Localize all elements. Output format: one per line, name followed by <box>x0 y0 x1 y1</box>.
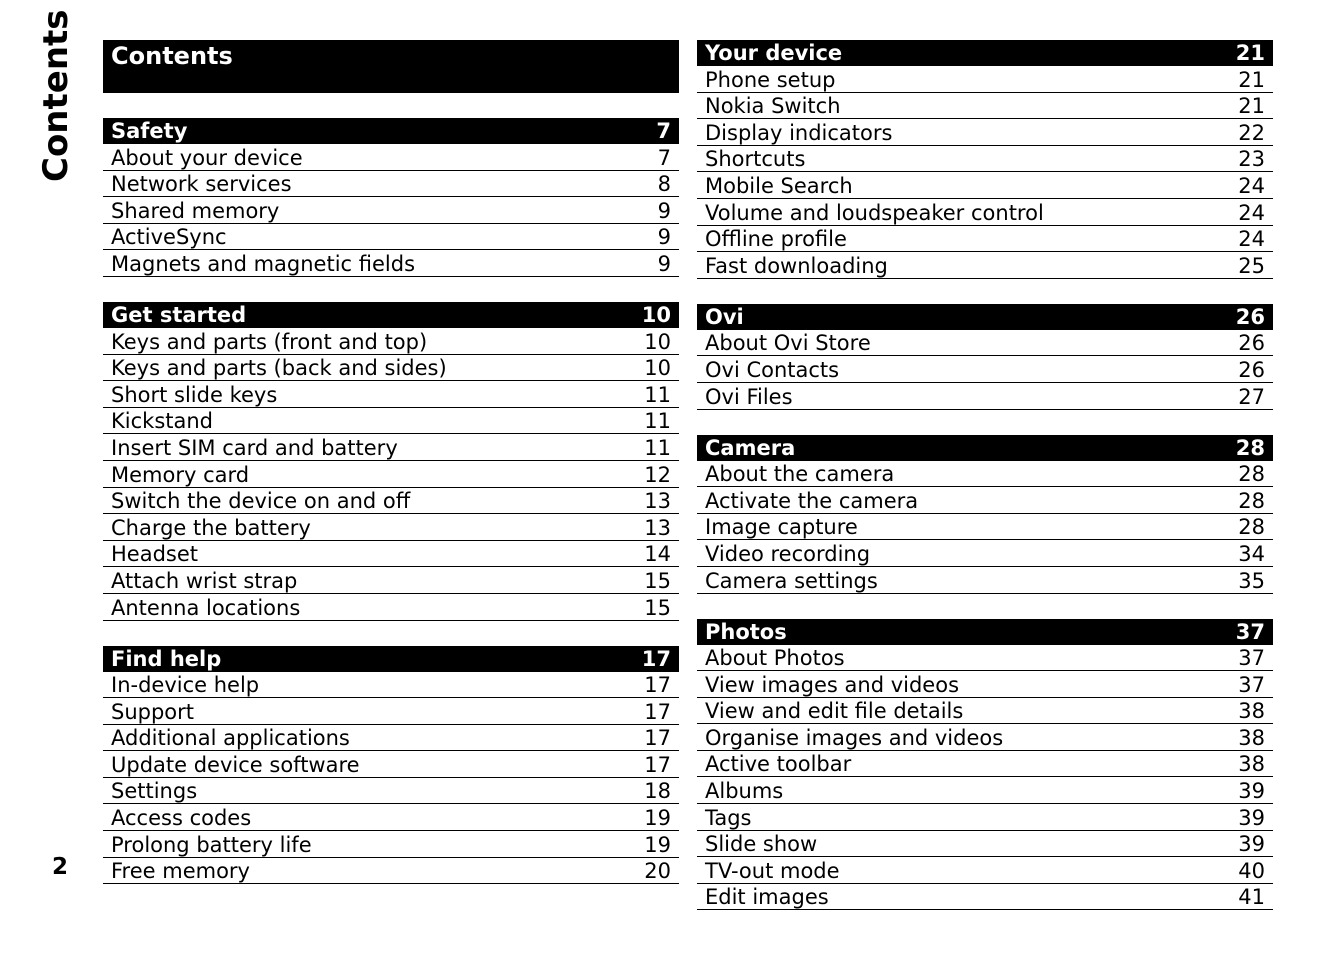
entry-title: Fast downloading <box>705 253 888 278</box>
entry-page: 25 <box>1238 253 1265 278</box>
section-header[interactable] <box>697 40 1273 66</box>
entry-page: 15 <box>644 568 671 593</box>
toc-entry[interactable] <box>697 724 1273 751</box>
entry-page: 12 <box>644 462 671 487</box>
entry-title: View images and videos <box>705 672 960 697</box>
toc-section <box>103 302 679 621</box>
toc-entry[interactable] <box>697 383 1273 410</box>
toc-entry[interactable] <box>103 328 679 355</box>
section-page: 28 <box>1235 435 1265 460</box>
toc-entry[interactable] <box>103 725 679 752</box>
toc-entry[interactable] <box>697 66 1273 93</box>
entry-page: 24 <box>1238 173 1265 198</box>
section-title: Camera <box>705 435 796 460</box>
entry-page: 13 <box>644 515 671 540</box>
entry-title: Activate the camera <box>705 488 919 513</box>
entry-title: View and edit file details <box>705 699 964 724</box>
entry-title: Slide show <box>705 832 818 857</box>
section-header[interactable] <box>103 118 679 144</box>
entry-title: Memory card <box>111 462 250 487</box>
toc-entry[interactable] <box>103 434 679 461</box>
entry-page: 27 <box>1238 384 1265 409</box>
toc-entry[interactable] <box>697 146 1273 173</box>
entry-title: Magnets and magnetic fields <box>111 251 416 276</box>
entry-page: 18 <box>644 779 671 804</box>
toc-entry[interactable] <box>103 408 679 435</box>
toc-entry[interactable] <box>697 645 1273 672</box>
entry-page: 15 <box>644 595 671 620</box>
toc-section <box>697 40 1273 279</box>
entry-title: Short slide keys <box>111 382 278 407</box>
entry-page: 38 <box>1238 725 1265 750</box>
entry-page: 20 <box>644 859 671 884</box>
toc-entry[interactable] <box>103 250 679 277</box>
section-page: 21 <box>1235 41 1265 65</box>
entry-page: 24 <box>1238 227 1265 252</box>
entry-title: Keys and parts (back and sides) <box>111 356 447 381</box>
entry-page: 28 <box>1238 515 1265 540</box>
entry-title: Attach wrist strap <box>111 568 298 593</box>
toc-section <box>697 619 1273 911</box>
toc-entry[interactable] <box>103 224 679 251</box>
toc-entry[interactable] <box>697 93 1273 120</box>
right-column <box>697 40 1273 910</box>
entry-title: Camera settings <box>705 568 878 593</box>
entry-title: Volume and loudspeaker control <box>705 200 1044 225</box>
entry-page: 9 <box>657 251 671 276</box>
entry-page: 19 <box>644 832 671 857</box>
entry-page: 37 <box>1238 672 1265 697</box>
entry-page: 22 <box>1238 120 1265 145</box>
entry-title: Support <box>111 699 195 724</box>
section-title: Safety <box>111 119 188 143</box>
entry-page: 38 <box>1238 752 1265 777</box>
toc-entry[interactable] <box>697 330 1273 357</box>
entry-page: 10 <box>644 356 671 381</box>
entry-page: 8 <box>657 172 671 197</box>
section-header[interactable] <box>103 646 679 672</box>
toc-entry[interactable] <box>697 172 1273 199</box>
section-page: 37 <box>1235 619 1265 644</box>
toc-section <box>697 435 1273 594</box>
section-header[interactable] <box>697 619 1273 645</box>
entry-title: Display indicators <box>705 120 893 145</box>
toc-entry[interactable] <box>697 884 1273 911</box>
toc-entry[interactable] <box>697 540 1273 567</box>
toc-entry[interactable] <box>697 356 1273 383</box>
entry-page: 34 <box>1238 541 1265 566</box>
entry-title: Additional applications <box>111 726 350 751</box>
section-title: Your device <box>705 41 843 65</box>
entry-title: Edit images <box>705 885 829 910</box>
entry-title: Albums <box>705 779 784 804</box>
entry-page: 35 <box>1238 568 1265 593</box>
toc-section <box>103 118 679 277</box>
entry-title: About Ovi Store <box>705 331 871 356</box>
entry-title: Shared memory <box>111 198 280 223</box>
entry-title: Ovi Contacts <box>705 357 840 382</box>
entry-page: 39 <box>1238 779 1265 804</box>
toc-entry[interactable] <box>103 355 679 382</box>
entry-title: Ovi Files <box>705 384 793 409</box>
toc-section <box>103 646 679 885</box>
entry-title: Nokia Switch <box>705 94 841 119</box>
toc-section <box>697 304 1273 410</box>
section-page: 7 <box>656 119 671 143</box>
toc-entry[interactable] <box>103 594 679 621</box>
entry-title: Image capture <box>705 515 858 540</box>
entry-title: Mobile Search <box>705 173 853 198</box>
toc-entry[interactable] <box>103 171 679 198</box>
entry-title: Switch the device on and off <box>111 489 411 514</box>
entry-page: 37 <box>1238 646 1265 671</box>
toc-entry[interactable] <box>697 804 1273 831</box>
entry-page: 28 <box>1238 462 1265 487</box>
toc-entry[interactable] <box>697 857 1273 884</box>
entry-page: 11 <box>644 409 671 434</box>
entry-title: Phone setup <box>705 67 836 92</box>
section-title: Ovi <box>705 304 744 329</box>
toc-entry[interactable] <box>697 487 1273 514</box>
contents-heading: Contents <box>103 40 679 93</box>
entry-title: Tags <box>705 805 752 830</box>
entry-page: 9 <box>657 198 671 223</box>
entry-title: Charge the battery <box>111 515 311 540</box>
left-column <box>103 40 679 884</box>
toc-entry[interactable] <box>103 858 679 885</box>
entry-title: Insert SIM card and battery <box>111 435 398 460</box>
entry-title: About the camera <box>705 462 895 487</box>
entry-page: 13 <box>644 489 671 514</box>
toc-entry[interactable] <box>697 226 1273 253</box>
entry-title: Access codes <box>111 806 252 831</box>
entry-page: 40 <box>1238 858 1265 883</box>
toc-entry[interactable] <box>103 381 679 408</box>
toc-entry[interactable] <box>103 831 679 858</box>
entry-title: Antenna locations <box>111 595 301 620</box>
entry-title: Offline profile <box>705 227 847 252</box>
section-title: Find help <box>111 646 222 671</box>
entry-page: 19 <box>644 806 671 831</box>
toc-entry[interactable] <box>103 567 679 594</box>
section-header[interactable] <box>103 302 679 328</box>
toc-entry[interactable] <box>103 698 679 725</box>
entry-title: Network services <box>111 172 292 197</box>
entry-title: Prolong battery life <box>111 832 312 857</box>
entry-page: 21 <box>1238 94 1265 119</box>
toc-entry[interactable] <box>697 252 1273 279</box>
toc-entry[interactable] <box>103 461 679 488</box>
toc-entry[interactable] <box>697 777 1273 804</box>
entry-page: 39 <box>1238 832 1265 857</box>
toc-entry[interactable] <box>103 488 679 515</box>
entry-title: Active toolbar <box>705 752 852 777</box>
entry-page: 28 <box>1238 488 1265 513</box>
entry-title: Settings <box>111 779 198 804</box>
entry-page: 17 <box>644 726 671 751</box>
entry-page: 17 <box>644 699 671 724</box>
section-page: 26 <box>1235 304 1265 329</box>
entry-title: Organise images and videos <box>705 725 1004 750</box>
entry-title: Headset <box>111 542 199 567</box>
entry-title: In-device help <box>111 673 260 698</box>
entry-title: Update device software <box>111 752 360 777</box>
entry-title: Kickstand <box>111 409 213 434</box>
entry-page: 38 <box>1238 699 1265 724</box>
entry-page: 7 <box>657 145 671 170</box>
section-page: 10 <box>641 302 671 327</box>
entry-page: 23 <box>1238 147 1265 172</box>
toc-entry[interactable] <box>103 541 679 568</box>
toc-entry[interactable] <box>697 461 1273 488</box>
toc-entry[interactable] <box>103 197 679 224</box>
entry-page: 21 <box>1238 67 1265 92</box>
entry-title: Keys and parts (front and top) <box>111 329 428 354</box>
section-header[interactable] <box>697 304 1273 330</box>
entry-title: TV-out mode <box>705 858 840 883</box>
entry-page: 9 <box>657 225 671 250</box>
toc-entry[interactable] <box>103 514 679 541</box>
entry-page: 24 <box>1238 200 1265 225</box>
entry-title: Shortcuts <box>705 147 806 172</box>
entry-page: 41 <box>1238 885 1265 910</box>
section-title: Photos <box>705 619 787 644</box>
toc-entry[interactable] <box>697 751 1273 778</box>
section-header[interactable] <box>697 435 1273 461</box>
page-number: 2 <box>52 854 69 880</box>
entry-page: 17 <box>644 673 671 698</box>
toc-entry[interactable] <box>697 514 1273 541</box>
toc-entry[interactable] <box>103 144 679 171</box>
entry-page: 14 <box>644 542 671 567</box>
toc-entry[interactable] <box>103 751 679 778</box>
section-title: Get started <box>111 302 247 327</box>
entry-page: 26 <box>1238 331 1265 356</box>
toc-entry[interactable] <box>697 698 1273 725</box>
toc-entry[interactable] <box>697 567 1273 594</box>
toc-entry[interactable] <box>697 831 1273 858</box>
entry-page: 26 <box>1238 357 1265 382</box>
toc-entry[interactable] <box>103 804 679 831</box>
entry-page: 10 <box>644 329 671 354</box>
entry-title: About your device <box>111 145 303 170</box>
section-page: 17 <box>641 646 671 671</box>
entry-page: 39 <box>1238 805 1265 830</box>
toc-entry[interactable] <box>697 199 1273 226</box>
entry-title: ActiveSync <box>111 225 227 250</box>
entry-title: Free memory <box>111 859 250 884</box>
entry-title: Video recording <box>705 541 871 566</box>
entry-page: 11 <box>644 435 671 460</box>
side-title: Contents <box>36 9 76 182</box>
entry-page: 11 <box>644 382 671 407</box>
entry-title: About Photos <box>705 646 845 671</box>
toc-entry[interactable] <box>697 671 1273 698</box>
toc-entry[interactable] <box>103 672 679 699</box>
toc-entry[interactable] <box>103 778 679 805</box>
toc-entry[interactable] <box>697 119 1273 146</box>
entry-page: 17 <box>644 752 671 777</box>
